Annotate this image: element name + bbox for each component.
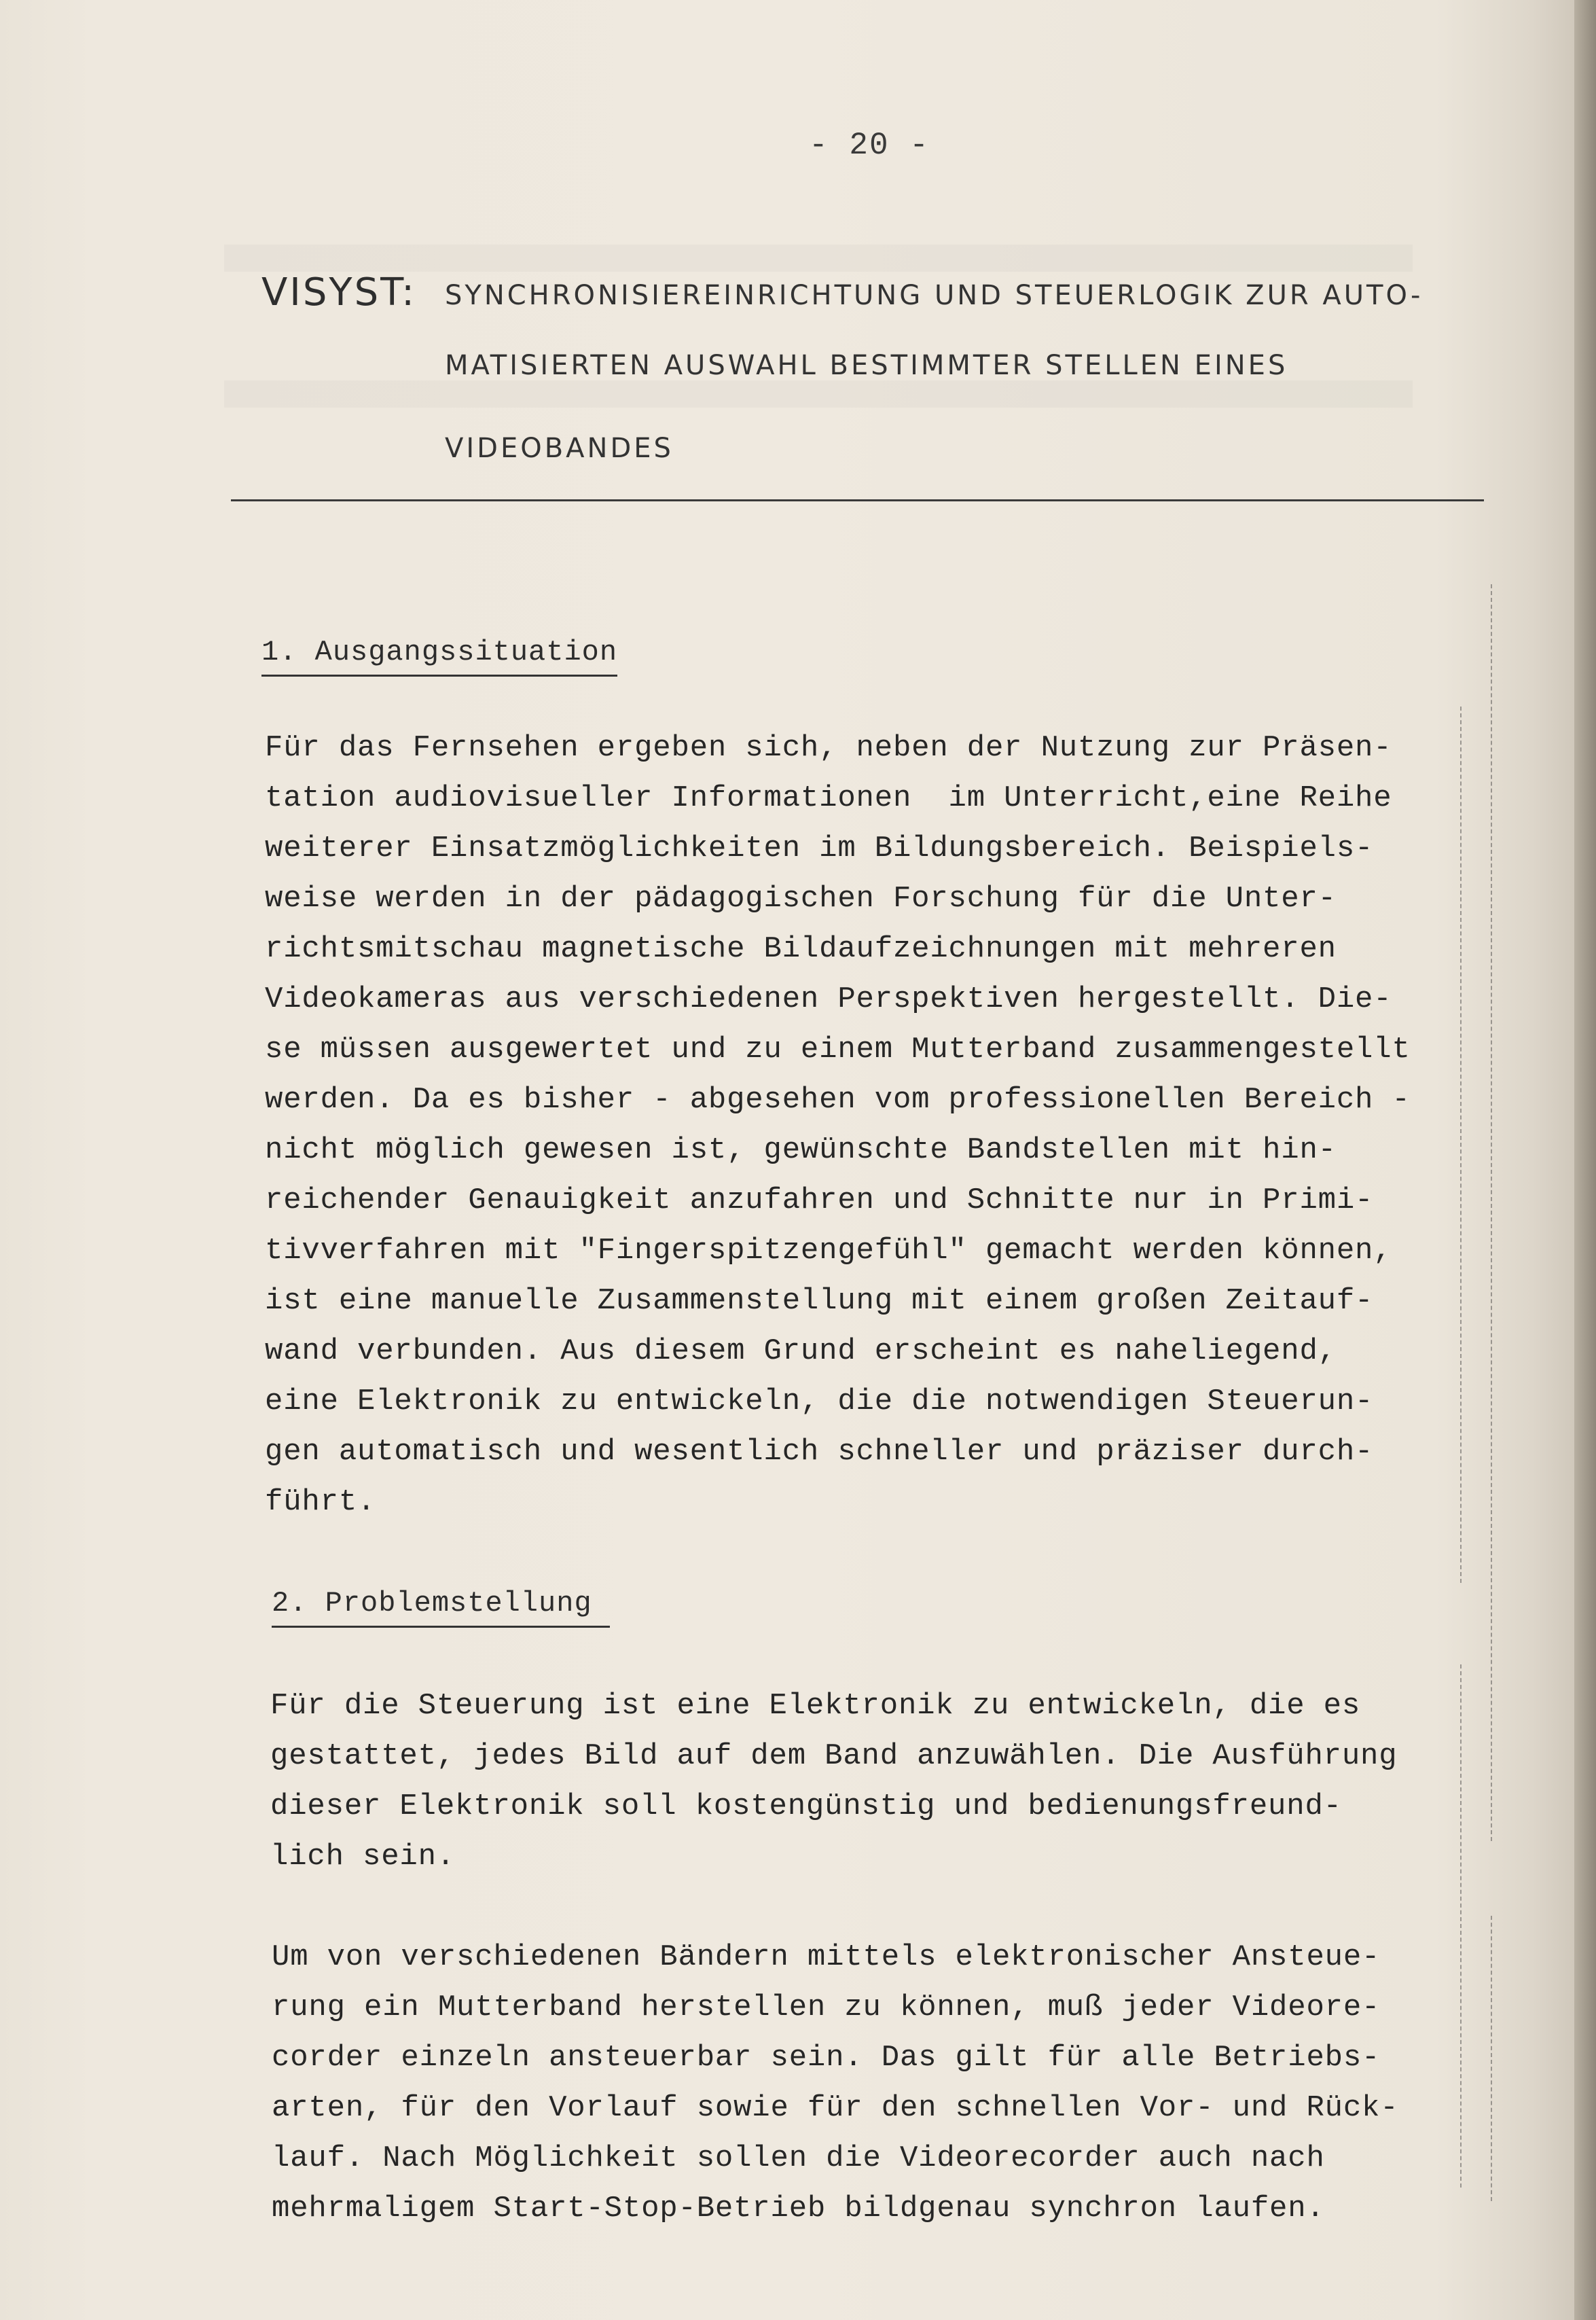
text-line: arten, für den Vorlauf sowie für den schnellen Vor- und Rück- bbox=[272, 2091, 1399, 2125]
title-label: VISYST: bbox=[261, 270, 417, 315]
title-rule bbox=[231, 499, 1484, 501]
heading-underline bbox=[272, 1626, 610, 1628]
section-heading-ausgangssituation bbox=[261, 636, 617, 668]
text-line: dieser Elektronik soll kostengünstig und bedienungsfreund- bbox=[270, 1789, 1342, 1823]
text-line: richtsmitschau magnetische Bildaufzeichnungen mit mehreren bbox=[265, 932, 1337, 966]
text-line: werden. Da es bisher - abgesehen vom professionellen Bereich - bbox=[265, 1083, 1411, 1117]
text-line: gen automatisch und wesentlich schneller und präziser durch- bbox=[265, 1435, 1374, 1469]
text-line: lich sein. bbox=[270, 1840, 456, 1874]
section-heading-problemstellung bbox=[272, 1587, 592, 1620]
text-line: weiterer Einsatzmöglichkeiten im Bildungsbereich. Beispiels- bbox=[265, 832, 1374, 865]
text-line: nicht möglich gewesen ist, gewünschte Bandstellen mit hin- bbox=[265, 1133, 1337, 1167]
text-line: se müssen ausgewertet und zu einem Mutterband zusammengestellt bbox=[265, 1033, 1411, 1067]
text-line: weise werden in der pädagogischen Forschung für die Unter- bbox=[265, 882, 1337, 916]
show-through-smudge bbox=[224, 380, 1413, 408]
text-line: corder einzeln ansteuerbar sein. Das gilt für alle Betriebs- bbox=[272, 2041, 1381, 2075]
page-binding-edge bbox=[1574, 0, 1596, 2320]
section-heading-text: 2. Problemstellung bbox=[272, 1587, 592, 1620]
paragraph-section-2a bbox=[270, 1681, 1397, 1882]
text-line: führt. bbox=[265, 1485, 376, 1519]
margin-guide-line bbox=[1491, 1916, 1492, 2201]
title-line-1: SYNCHRONISIEREINRICHTUNG UND STEUERLOGIK ZUR AUTO- bbox=[445, 280, 1423, 311]
show-through-smudge bbox=[224, 245, 1413, 272]
text-line: ist eine manuelle Zusammenstellung mit einem großen Zeitauf- bbox=[265, 1284, 1374, 1318]
text-line: mehrmaligem Start-Stop-Betrieb bildgenau synchron laufen. bbox=[272, 2192, 1325, 2226]
text-line: wand verbunden. Aus diesem Grund erscheint es naheliegend, bbox=[265, 1334, 1337, 1368]
title-line-2: MATISIERTEN AUSWAHL BESTIMMTER STELLEN EINES bbox=[445, 350, 1288, 381]
margin-guide-line bbox=[1491, 584, 1492, 1841]
title-line-3: VIDEOBANDES bbox=[445, 433, 674, 464]
text-line: Für das Fernsehen ergeben sich, neben der Nutzung zur Präsen- bbox=[265, 731, 1392, 765]
text-line: lauf. Nach Möglichkeit sollen die Videorecorder auch nach bbox=[272, 2141, 1325, 2175]
margin-guide-line bbox=[1460, 1664, 1462, 2188]
heading-underline bbox=[261, 675, 617, 677]
text-line: rung ein Mutterband herstellen zu können, muß jeder Videore- bbox=[272, 1991, 1381, 2024]
text-line: Für die Steuerung ist eine Elektronik zu entwickeln, die es bbox=[270, 1689, 1361, 1723]
section-heading-text: 1. Ausgangssituation bbox=[261, 636, 618, 668]
text-line: Videokameras aus verschiedenen Perspektiven hergestellt. Die- bbox=[265, 982, 1392, 1016]
paragraph-section-1 bbox=[265, 723, 1411, 1527]
page-number: - 20 - bbox=[809, 128, 930, 163]
text-line: tation audiovisueller Informationen im Unterricht,eine Reihe bbox=[265, 781, 1392, 815]
margin-guide-line bbox=[1460, 707, 1462, 1583]
text-line: gestattet, jedes Bild auf dem Band anzuwählen. Die Ausführung bbox=[270, 1739, 1398, 1773]
text-line: Um von verschiedenen Bändern mittels elektronischer Ansteue- bbox=[272, 1940, 1381, 1974]
text-line: eine Elektronik zu entwickeln, die die notwendigen Steuerun- bbox=[265, 1385, 1374, 1418]
paragraph-section-2b bbox=[272, 1932, 1398, 2234]
text-line: tivverfahren mit "Fingerspitzengefühl" gemacht werden können, bbox=[265, 1234, 1392, 1268]
text-line: reichender Genauigkeit anzufahren und Schnitte nur in Primi- bbox=[265, 1183, 1374, 1217]
